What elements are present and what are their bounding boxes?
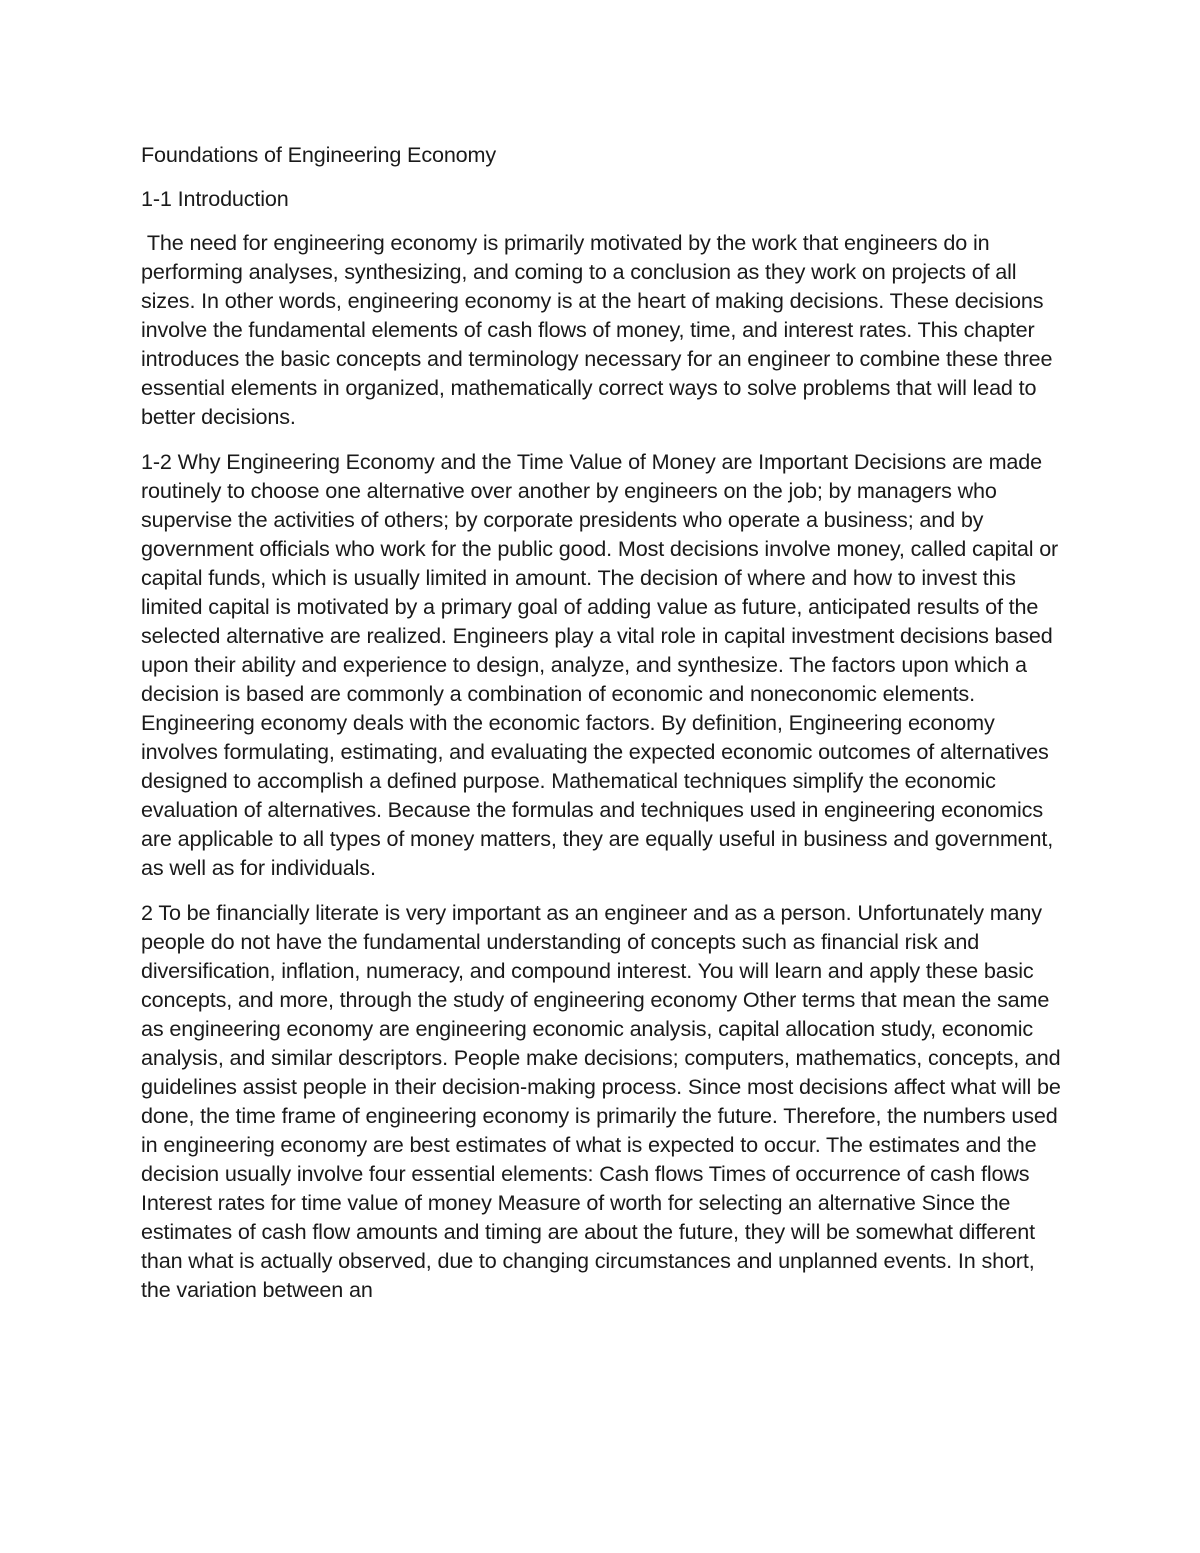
paragraph-why-engineering-economy: 1-2 Why Engineering Economy and the Time Value of Money are Important Decisions are made routinely to choose one alternative over another by engineers on the job; by managers who supervise the activities of others; by corporate presidents who operate a business; and by government officials who work for the public good. Most decisions involve money, called capital or capital funds, which is usually limited in amount. The decision of where and how to invest this limited capital is motivated by a primary goal of adding value as future, anticipated results of the selected alternative are realized. Engineers play a vital role in capital investment decisions based upon their ability and experience to design, analyze, and synthesize. The factors upon which a decision is based are commonly a combination of economic and noneconomic elements. Engineering economy deals with the economic factors. By definition, Engineering economy involves formulating, estimating, and evaluating the expected economic outcomes of alternatives designed to accomplish a defined purpose. Mathematical techniques simplify the economic evaluation of alternatives. Because the formulas and techniques used in engineering economics are applicable to all types of money matters, they are equally useful in business and government, as well as for individuals.: [141, 449, 1059, 880]
document-body: [141, 140, 1066, 1320]
section-heading-introduction: 1-1 Introduction: [141, 186, 289, 211]
paragraph-financial-literacy: 2 To be financially literate is very important as an engineer and as a person. Unfortunately many people do not have the fundamental understanding of concepts such as financial risk and diversification, inflation, numeracy, and compound interest. You will learn and apply these basic concepts, and more, through the study of engineering economy Other terms that mean the same as engineering economy are engineering economic analysis, capital allocation study, economic analysis, and similar descriptors. People make decisions; computers, mathematics, concepts, and guidelines assist people in their decision-making process. Since most decisions affect what will be done, the time frame of engineering economy is primarily the future. Therefore, the numbers used in engineering economy are best estimates of what is expected to occur. The estimates and the decision usually involve four essential elements: Cash flows Times of occurrence of cash flows Interest rates for time value of money Measure of worth for selecting an alternative Since the estimates of cash flow amounts and timing are about the future, they will be somewhat different than what is actually observed, due to changing circumstances and unplanned events. In short, the variation between an: [141, 900, 1061, 1302]
document-title: Foundations of Engineering Economy: [141, 142, 497, 167]
paragraph-introduction: The need for engineering economy is primarily motivated by the work that engineers do in performing analyses, synthesizing, and coming to a conclusion as they work on projects of all sizes. In other words, engineering economy is at the heart of making decisions. These decisions involve the fundamental elements of cash flows of money, time, and interest rates. This chapter introduces the basic concepts and terminology necessary for an engineer to combine these three essential elements in organized, mathematically correct ways to solve problems that will lead to better decisions.: [141, 230, 1059, 429]
